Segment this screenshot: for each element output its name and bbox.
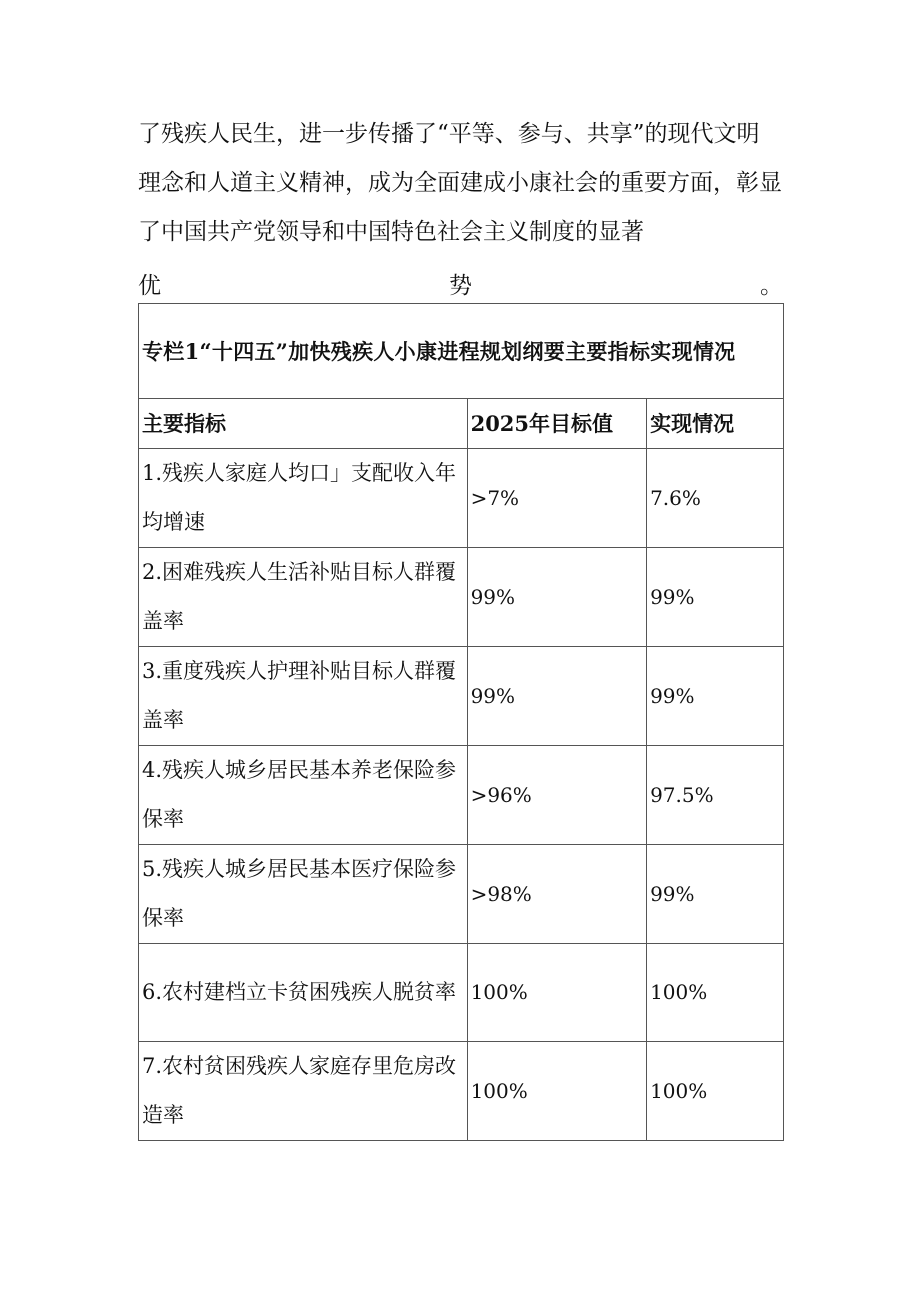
target-cell: 99%: [467, 548, 647, 647]
target-cell: >98%: [467, 845, 647, 944]
indicator-cell: 5.残疾人城乡居民基本医疗保险参保率: [139, 845, 468, 944]
target-cell: 100%: [467, 1042, 647, 1141]
paragraph-char: 势: [449, 273, 472, 299]
actual-cell: 100%: [647, 1042, 784, 1141]
target-cell: 100%: [467, 944, 647, 1042]
paragraph-line: 了中国共产党领导和中国特色社会主义制度的显著: [138, 219, 644, 245]
actual-cell: 99%: [647, 647, 784, 746]
target-cell: 99%: [467, 647, 647, 746]
table-row: [139, 944, 784, 1042]
actual-cell: 100%: [647, 944, 784, 1042]
actual-cell: 99%: [647, 548, 784, 647]
paragraph-last-line: [138, 267, 783, 307]
indicator-cell: 3.重度残疾人护理补贴目标人群覆盖率: [139, 647, 468, 746]
table-row: [139, 449, 784, 548]
indicator-cell: 1.残疾人家庭人均口」支配收入年均增速: [139, 449, 468, 548]
table-row: [139, 845, 784, 944]
table-title-row: [139, 304, 784, 399]
paragraph-line: 了残疾人民生，进一步传播了“平等、参与、共享”的现代文明: [138, 121, 760, 147]
table-row: [139, 1042, 784, 1141]
actual-cell: 7.6%: [647, 449, 784, 548]
header-indicator: 主要指标: [139, 399, 468, 449]
body-paragraph: [138, 110, 798, 257]
actual-cell: 97.5%: [647, 746, 784, 845]
target-cell: >96%: [467, 746, 647, 845]
table-header-row: [139, 399, 784, 449]
paragraph-char: 优: [138, 273, 161, 299]
paragraph-line: 理念和人道主义精神，成为全面建成小康社会的重要方面，彰显: [138, 170, 782, 196]
indicator-cell: 6.农村建档立卡贫困残疾人脱贫率: [139, 944, 468, 1042]
target-cell: >7%: [467, 449, 647, 548]
actual-cell: 99%: [647, 845, 784, 944]
header-target: 2025年目标值: [467, 399, 647, 449]
table-title: 专栏1“十四五”加快残疾人小康进程规划纲要主要指标实现情况: [139, 304, 784, 399]
header-actual: 实现情况: [647, 399, 784, 449]
table-row: [139, 746, 784, 845]
table-row: [139, 647, 784, 746]
indicators-table: [138, 303, 784, 1141]
indicator-cell: 4.残疾人城乡居民基本养老保险参保率: [139, 746, 468, 845]
indicator-cell: 7.农村贫困残疾人家庭存里危房改造率: [139, 1042, 468, 1141]
table-row: [139, 548, 784, 647]
paragraph-char: 。: [760, 273, 783, 299]
indicator-cell: 2.困难残疾人生活补贴目标人群覆盖率: [139, 548, 468, 647]
